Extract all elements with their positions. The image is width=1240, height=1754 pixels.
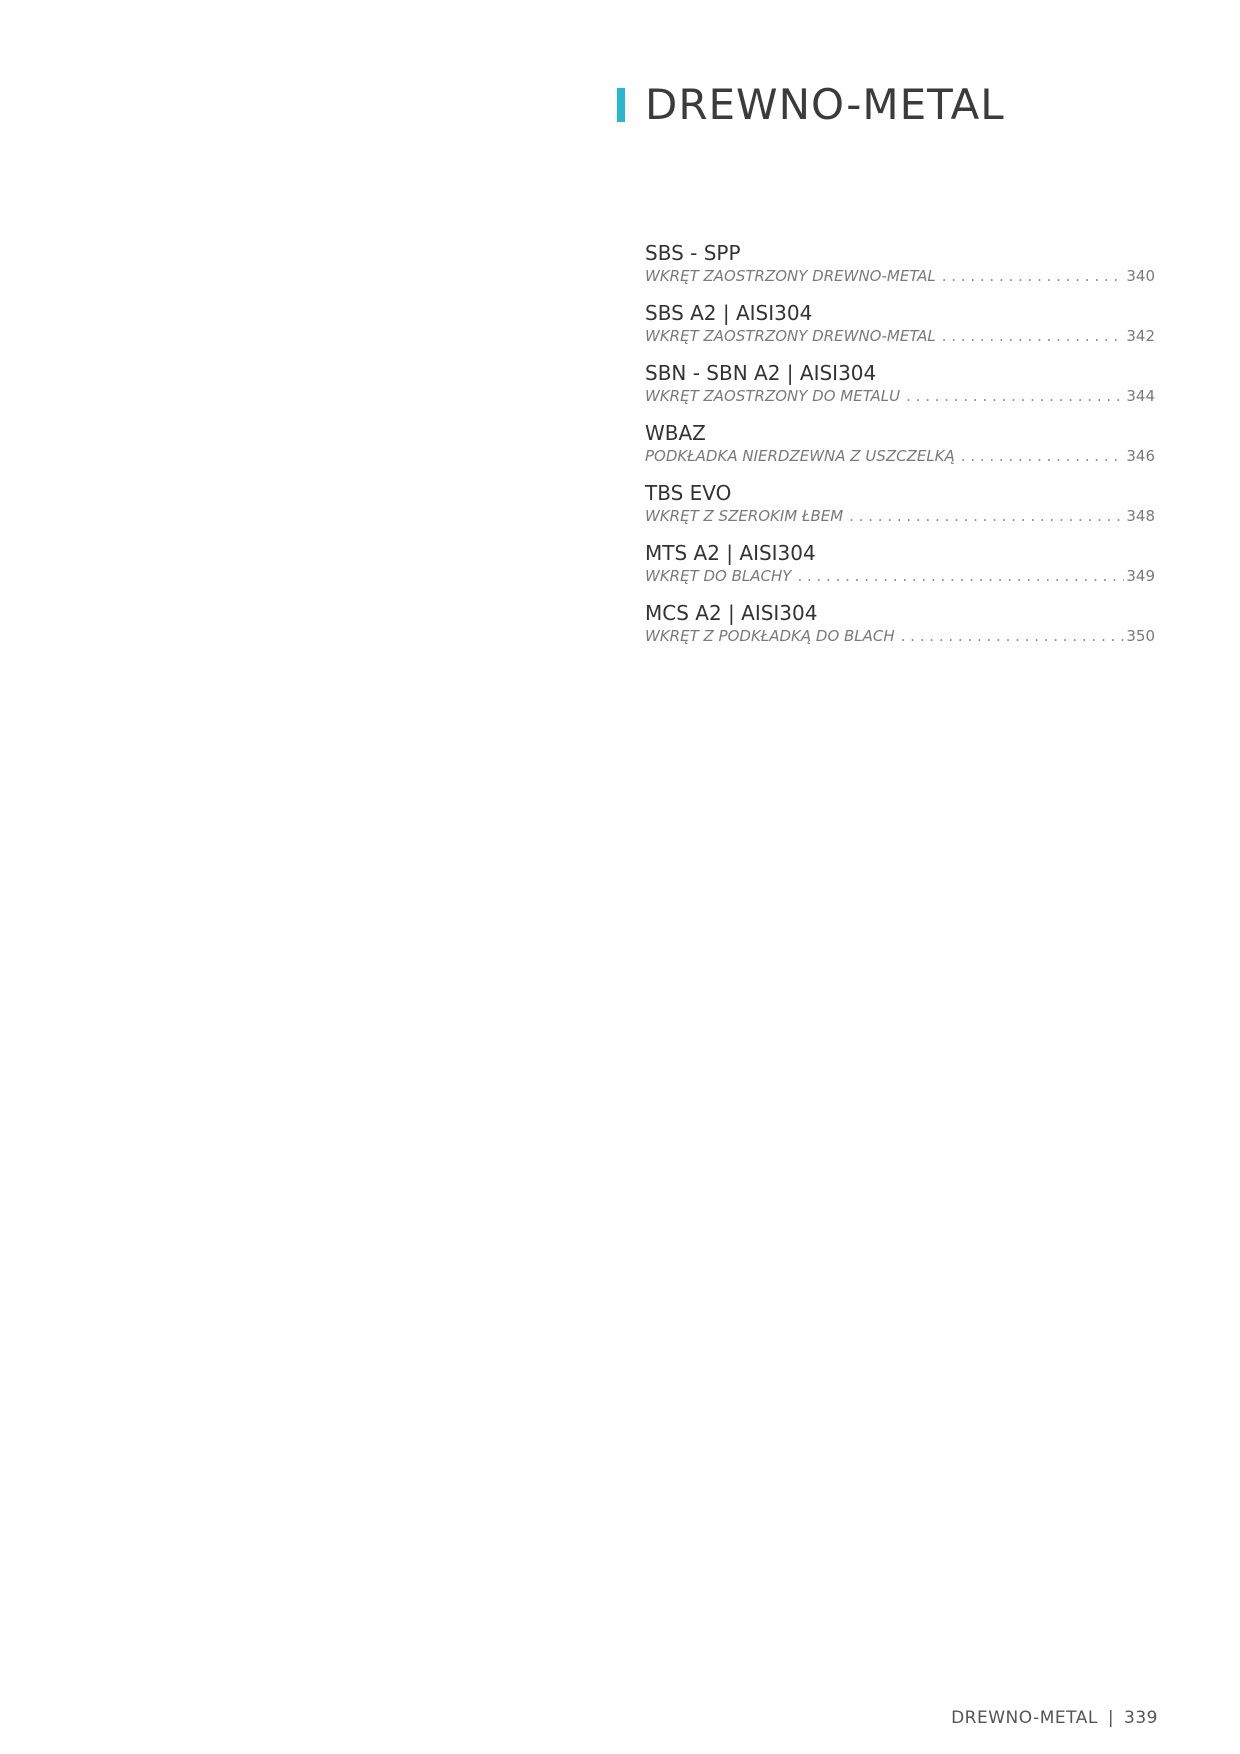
dot-leader bbox=[849, 506, 1124, 526]
entry-line bbox=[645, 326, 1155, 346]
entry-page-number: 342 bbox=[1126, 327, 1155, 345]
entry-description: WKRĘT ZAOSTRZONY DREWNO-METAL bbox=[645, 327, 936, 345]
section-title: DREWNO-METAL bbox=[645, 80, 1005, 129]
toc-entry[interactable] bbox=[645, 480, 1155, 540]
toc-entry[interactable] bbox=[645, 600, 1155, 660]
accent-bar bbox=[617, 88, 625, 122]
dot-leader bbox=[901, 626, 1125, 646]
entry-name: MCS A2 | AISI304 bbox=[645, 601, 818, 625]
dot-leader bbox=[942, 326, 1125, 346]
entry-name: SBS A2 | AISI304 bbox=[645, 301, 813, 325]
entry-line bbox=[645, 386, 1155, 406]
toc-entry[interactable] bbox=[645, 300, 1155, 360]
entry-line bbox=[645, 626, 1155, 646]
entry-page-number: 349 bbox=[1126, 567, 1155, 585]
entry-page-number: 344 bbox=[1126, 387, 1155, 405]
dot-leader bbox=[942, 266, 1125, 286]
dot-leader bbox=[797, 566, 1124, 586]
entry-line bbox=[645, 506, 1155, 526]
entry-page-number: 346 bbox=[1126, 447, 1155, 465]
entry-line bbox=[645, 266, 1155, 286]
dot-leader bbox=[961, 446, 1125, 466]
page-footer bbox=[951, 1708, 1158, 1728]
toc-entry[interactable] bbox=[645, 240, 1155, 300]
entry-description: PODKŁADKA NIERDZEWNA Z USZCZELKĄ bbox=[645, 447, 955, 465]
entry-name: SBS - SPP bbox=[645, 241, 741, 265]
section-header bbox=[617, 80, 1005, 130]
entry-name: MTS A2 | AISI304 bbox=[645, 541, 816, 565]
entry-line bbox=[645, 566, 1155, 586]
footer-separator: | bbox=[1107, 1708, 1115, 1728]
entry-description: WKRĘT DO BLACHY bbox=[645, 567, 792, 585]
footer-section-name: DREWNO-METAL bbox=[951, 1708, 1098, 1728]
entry-description: WKRĘT Z SZEROKIM ŁBEM bbox=[645, 507, 844, 525]
entry-description: WKRĘT Z PODKŁADKĄ DO BLACH bbox=[645, 627, 895, 645]
toc-entry[interactable] bbox=[645, 360, 1155, 420]
entry-name: WBAZ bbox=[645, 421, 706, 445]
entry-name: SBN - SBN A2 | AISI304 bbox=[645, 361, 877, 385]
entry-description: WKRĘT ZAOSTRZONY DO METALU bbox=[645, 387, 901, 405]
entry-name: TBS EVO bbox=[645, 481, 732, 505]
footer-page-number: 339 bbox=[1124, 1708, 1158, 1728]
toc-entry[interactable] bbox=[645, 420, 1155, 480]
entry-page-number: 350 bbox=[1126, 627, 1155, 645]
entry-page-number: 348 bbox=[1126, 507, 1155, 525]
table-of-contents bbox=[645, 240, 1155, 660]
entry-page-number: 340 bbox=[1126, 267, 1155, 285]
entry-description: WKRĘT ZAOSTRZONY DREWNO-METAL bbox=[645, 267, 936, 285]
toc-entry[interactable] bbox=[645, 540, 1155, 600]
entry-line bbox=[645, 446, 1155, 466]
dot-leader bbox=[906, 386, 1124, 406]
